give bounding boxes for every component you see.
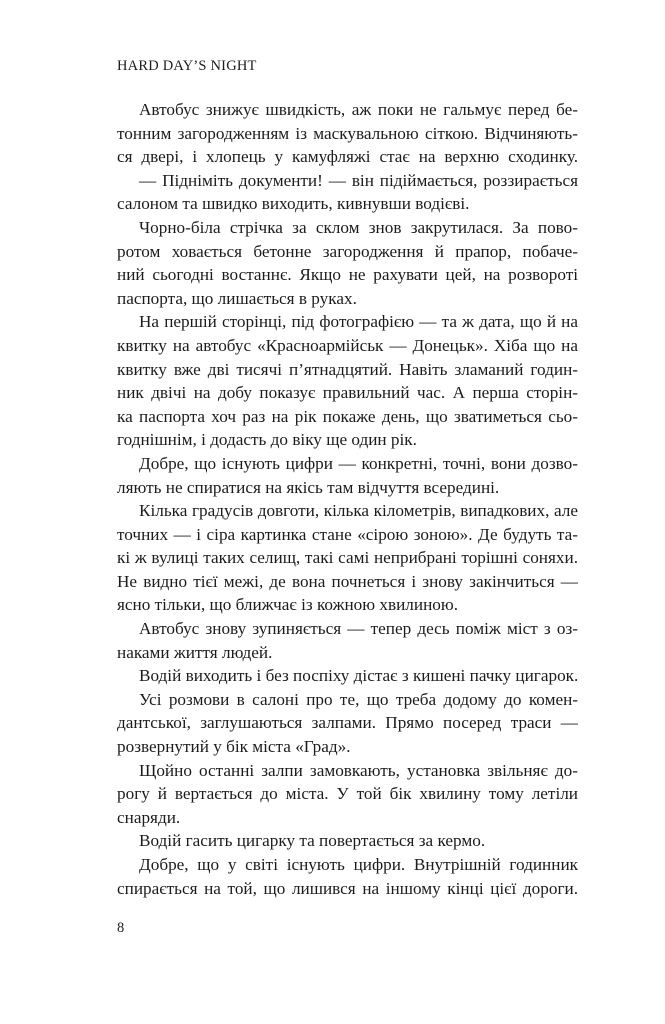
- text-line: салоном та швидко виходить, кивнувши водієві.: [117, 194, 470, 214]
- text-line: паспорта, що лишається в руках.: [117, 288, 357, 308]
- paragraph: [117, 688, 578, 759]
- paragraph: [117, 452, 578, 499]
- text-line: квитку вже дві тисячі п’ятнадцятий. Навіть зламаний годин-: [117, 359, 578, 379]
- paragraph: [117, 98, 578, 169]
- running-head-title: HARD DAY’S NIGHT: [117, 58, 257, 74]
- text-line: спирається на той, що лишився на іншому кінці цієї дороги.: [117, 878, 578, 898]
- text-line: Усі розмови в салоні про те, що треба додому до комен-: [139, 689, 578, 709]
- text-line: дантської, заглушаються залпами. Прямо посеред траси —: [117, 713, 578, 733]
- text-line: ник двічі на добу показує правильний час. А перша сторін-: [117, 383, 578, 403]
- text-line: Чорно-біла стрічка за склом знов закрутилася. За пово-: [139, 217, 578, 237]
- text-line: квитку на автобус «Красноармійськ — Донецьк». Хіба що на: [117, 335, 578, 355]
- page-number: 8: [117, 920, 125, 936]
- text-line: наками життя людей.: [117, 642, 273, 662]
- text-line: — Підніміть документи! — він підіймається, роззирається: [139, 170, 578, 190]
- paragraph: [117, 310, 578, 452]
- text-line: Водій гасить цигарку та повертається за кермо.: [139, 831, 486, 851]
- paragraph: [117, 829, 578, 853]
- text-line: ротом ховається бетонне загородження й прапор, побаче-: [117, 241, 578, 261]
- text-line: Автобус знову зупиняється — тепер десь поміж міст з оз-: [139, 619, 578, 639]
- paragraph: [117, 169, 578, 216]
- text-line: Не видно тієї межі, де вона почнеться і знову закінчиться —: [117, 571, 578, 591]
- text-line: Автобус знижує швидкість, аж поки не гальмує перед бе-: [139, 100, 578, 119]
- paragraph: [117, 853, 578, 900]
- paragraph: [117, 664, 578, 688]
- text-line: годнішнім, і додасть до віку ще один рік.: [117, 430, 417, 450]
- text-line: кі ж вулиці таких селищ, такі самі неприбрані торішні соняхи.: [117, 548, 578, 568]
- text-line: ся двері, і хлопець у камуфляжі стає на верхню сходинку.: [117, 147, 578, 167]
- text-line: ляють не спиратися на якісь там відчуття всередині.: [117, 477, 500, 497]
- text-line: ка паспорта хоч раз на рік покаже день, що зватиметься сьо-: [117, 406, 578, 426]
- paragraph: [117, 499, 578, 617]
- text-line: На першій сторінці, під фотографією — та ж дата, що й на: [139, 312, 578, 332]
- text-line: рогу й вертається до міста. У той бік хвилину тому летіли: [117, 784, 578, 804]
- text-line: точних — і сіра картинка стане «сірою зоною». Де будуть та-: [117, 524, 578, 544]
- paragraph: [117, 216, 578, 310]
- paragraph: [117, 759, 578, 830]
- text-line: ясно тільки, що ближчає із кожною хвилиною.: [117, 595, 458, 615]
- text-line: ний сьогодні востаннє. Якщо не рахувати цей, на розвороті: [117, 265, 578, 285]
- text-line: Добре, що існують цифри — конкретні, точні, вони дозво-: [139, 453, 578, 473]
- text-line: Водій виходить і без поспіху дістає з кишені пачку цигарок.: [139, 666, 579, 686]
- text-line: Щойно останні залпи замовкають, установка звільняє до-: [139, 760, 578, 780]
- text-line: тонним загородженням із маскувальною сіткою. Відчиняють-: [117, 123, 578, 143]
- text-line: снаряди.: [117, 807, 181, 827]
- text-line: Кілька градусів довготи, кілька кілометрів, випадкових, але: [139, 501, 578, 521]
- text-line: розвернутий у бік міста «Град».: [117, 737, 351, 757]
- paragraph: [117, 617, 578, 664]
- body-text: [117, 98, 578, 900]
- text-line: Добре, що у світі існують цифри. Внутрішній годинник: [139, 855, 578, 874]
